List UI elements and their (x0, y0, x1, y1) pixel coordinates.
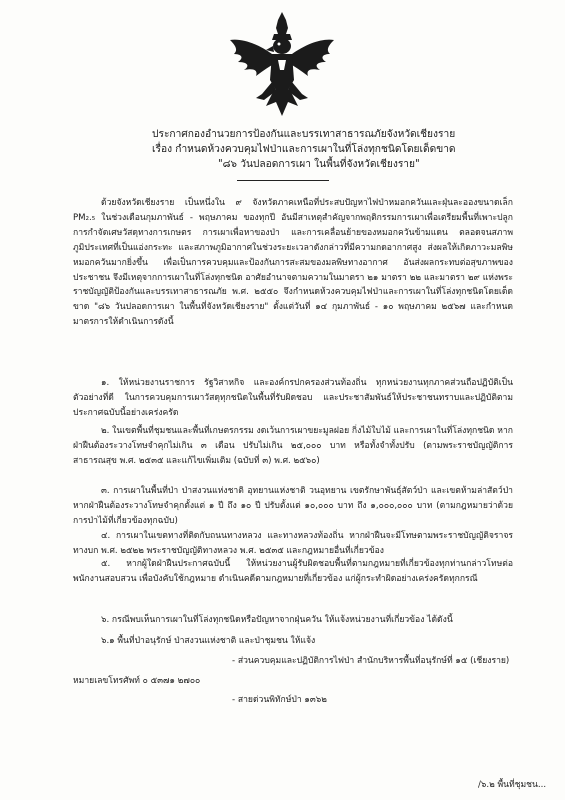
measure-4: ๔. การเผาในเขตทางที่ติดกับถนนทางหลวง และทางหลวงท้องถิ่น หากฝ่าฝืนจะมีโทษตามพระราชบัญญัติจราจรทางบก พ.ศ. ๒๕๒๒ พระราชบัญญัติทางหลวง พ.ศ. ๒๕๓๕ และกฎหมายอื่นที่เกี่ยวข้อง (73, 531, 513, 556)
announcement-slogan: "๘๖ วันปลอดการเผา ในพื้นที่จังหวัดเชียงราย" (218, 159, 420, 170)
contact-phone-number: หมายเลขโทรศัพท์ ๐ ๕๓๗๑ ๒๗๐๐ (73, 676, 201, 686)
contact-forest-fire-unit: - ส่วนควบคุมและปฏิบัติการไฟป่า สำนักบริหารพื้นที่อนุรักษ์ที่ ๑๕ (เชียงราย) (232, 656, 510, 666)
measure-2: ๒. ในเขตพื้นที่ชุมชนและพื้นที่เกษตรกรรม งดเว้นการเผาขยะมูลฝอย กิ่งไม้ใบไม้ และการเผาในที่โล่งทุกชนิด หากฝ่าฝืนต้องระวางโทษจำคุกไม่เกิน ๓ เดือน ปรับไม่เกิน ๒๕,๐๐๐ บาท หรือทั้งจำทั้งปรับ (ตามพระราชบัญญัติการสาธารณสุข พ.ศ. ๒๕๓๕ และแก้ไขเพิ่มเติม (ฉบับที่ ๓) พ.ศ. ๒๕๖๐) (73, 426, 513, 466)
contact-hotline: - สายด่วนพิทักษ์ป่า ๑๓๖๒ (232, 695, 327, 705)
header-divider (237, 180, 329, 181)
garuda-emblem (228, 10, 336, 120)
next-page-marker: /๖.๒ พื้นที่ชุมชน... (478, 780, 547, 790)
measure-6-1: ๖.๑ พื้นที่ป่าอนุรักษ์ ป่าสงวนแห่งชาติ และป่าชุมชน ให้แจ้ง (101, 636, 316, 646)
announcement-subject: เรื่อง กำหนดห้วงควบคุมไฟป่าและการเผาในที่โล่งทุกชนิดโดยเด็ดขาด (152, 144, 456, 155)
measure-6: ๖. กรณีพบเห็นการเผาในที่โล่งทุกชนิดหรือปัญหาจากฝุ่นควัน ให้แจ้งหน่วยงานที่เกี่ยวข้อง ได้ดังนี้ (101, 615, 453, 625)
intro-paragraph: ด้วยจังหวัดเชียงราย เป็นหนึ่งใน ๙ จังหวัดภาคเหนือที่ประสบปัญหาไฟป่าหมอกควันและฝุ่นละอองขนาดเล็ก PM₂.₅ ในช่วงเดือนกุมภาพันธ์ - พฤษภาคม ของทุกปี อันมีสาเหตุสำคัญจากพฤติกรรมการเผาเพื่อเตรียมพื้นที่เพาะปลูก การกำจัดเศษวัสดุทางการเกษตร การเผาเพื่อหาของป่า และการเคลื่อนย้ายของหมอกควันข้ามแดน ตลอดจนสภาพภูมิประเทศที่เป็นแอ่งกระทะ และสภาพภูมิอากาศในช่วงระยะเวลาดังกล่าวที่มีความกดอากาศสูง ส่งผลให้เกิดภาวะมลพิษหมอกควันมากยิ่งขึ้น เพื่อเป็นการควบคุมและป้องกันการสะสมของมลพิษทางอากาศ อันส่งผลกระทบต่อสุขภาพของประชาชน จึงมีเหตุจากการเผาในที่โล่งทุกชนิด อาศัยอำนาจตามความในมาตรา ๒๑ มาตรา ๒๒ และมาตรา ๒๙ แห่งพระราชบัญญัติป้องกันและบรรเทาสาธารณภัย พ.ศ. ๒๕๕๐ จึงกำหนดห้วงควบคุมไฟป่าและการเผาในที่โล่งทุกชนิดโดยเด็ดขาด "๘๖ วันปลอดการเผา ในพื้นที่จังหวัดเชียงราย" ตั้งแต่วันที่ ๑๔ กุมภาพันธ์ - ๑๐ พฤษภาคม ๒๕๖๗ และกำหนดมาตรการให้ดำเนินการดังนี้ (73, 198, 513, 328)
measure-5: ๕. หากผู้ใดฝ่าฝืนประกาศฉบับนี้ ให้หน่วยงานผู้รับผิดชอบพื้นที่ตามกฎหมายที่เกี่ยวข้องทุกท่านกล่าวโทษต่อพนักงานสอบสวน เพื่อบังคับใช้กฎหมาย ดำเนินคดีตามกฎหมายที่เกี่ยวข้อง แก่ผู้กระทำผิดอย่างเคร่งครัดทุกกรณี (73, 559, 513, 584)
measure-1: ๑. ให้หน่วยงานราชการ รัฐวิสาหกิจ และองค์กรปกครองส่วนท้องถิ่น ทุกหน่วยงานทุกภาคส่วนถือปฏิบัติเป็นตัวอย่างที่ดี ในการควบคุมการเผาวัสดุทุกชนิดในพื้นที่รับผิดชอบ และประชาสัมพันธ์ให้ประชาชนทราบและปฏิบัติตามประกาศฉบับนี้อย่างเคร่งครัด (73, 378, 513, 418)
measure-3: ๓. การเผาในพื้นที่ป่า ป่าสงวนแห่งชาติ อุทยานแห่งชาติ วนอุทยาน เขตรักษาพันธุ์สัตว์ป่า และเขตห้ามล่าสัตว์ป่า หากฝ่าฝืนต้องระวางโทษจำคุกตั้งแต่ ๑ ปี ถึง ๑๐ ปี ปรับตั้งแต่ ๑๐,๐๐๐ บาท ถึง ๑,๐๐๐,๐๐๐ บาท (ตามกฎหมายว่าด้วยการป่าไม้ที่เกี่ยวข้องทุกฉบับ) (73, 486, 513, 526)
announcement-authority: ประกาศกองอำนวยการป้องกันและบรรเทาสาธารณภัยจังหวัดเชียงราย (152, 129, 456, 140)
